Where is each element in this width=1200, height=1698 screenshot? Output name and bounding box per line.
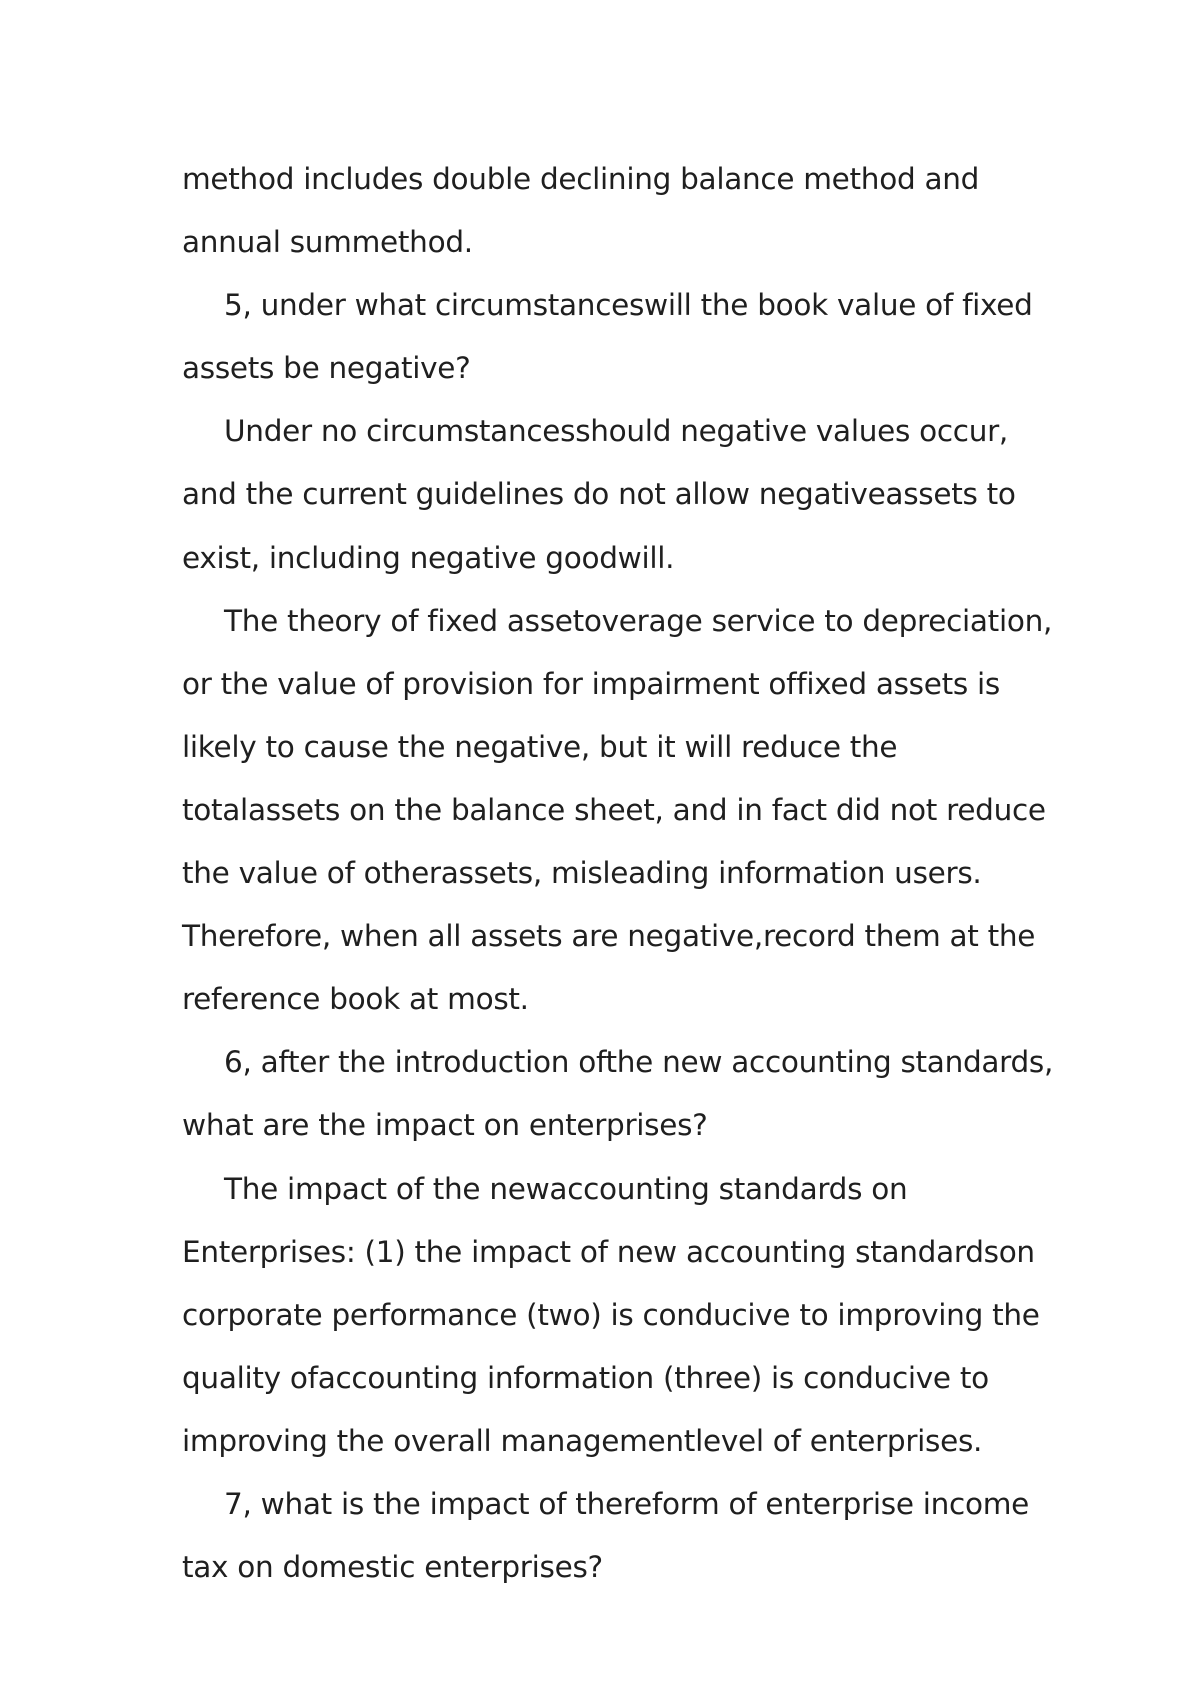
paragraph-fixed-asset-theory: The theory of fixed assetoverage service to depreciation, or the value of provision for impairment offixed assets is likely to cause the negative, but it will reduce the totalassets on the balance sheet, and in fact did not reduce the value of otherassets, misleading information users. Therefore, when all assets are negative,record them at the reference book at most. [182,603,1053,1017]
paragraph-question-5: 5, under what circumstanceswill the book value of fixed assets be negative? [182,288,1033,386]
paragraph-answer-5: Under no circumstancesshould negative values occur, and the current guidelines do not allow negativeassets to exist, including negative goodwill. [182,414,1016,575]
document-body [182,148,1062,1599]
paragraph-depreciation-methods: method includes double declining balance method and annual summethod. [182,162,980,260]
paragraph-question-7: 7, what is the impact of thereform of enterprise income tax on domestic enterprises? [182,1486,1030,1585]
paragraph-question-6: 6, after the introduction ofthe new accounting standards, what are the impact on enterprises? [182,1045,1054,1143]
paragraph-answer-6: The impact of the newaccounting standards on Enterprises: (1) the impact of new accounting standardson corporate performance (two) is conducive to improving the quality ofaccounting information (three) is conducive to improving the overall managementlevel of enterprises. [182,1171,1040,1458]
